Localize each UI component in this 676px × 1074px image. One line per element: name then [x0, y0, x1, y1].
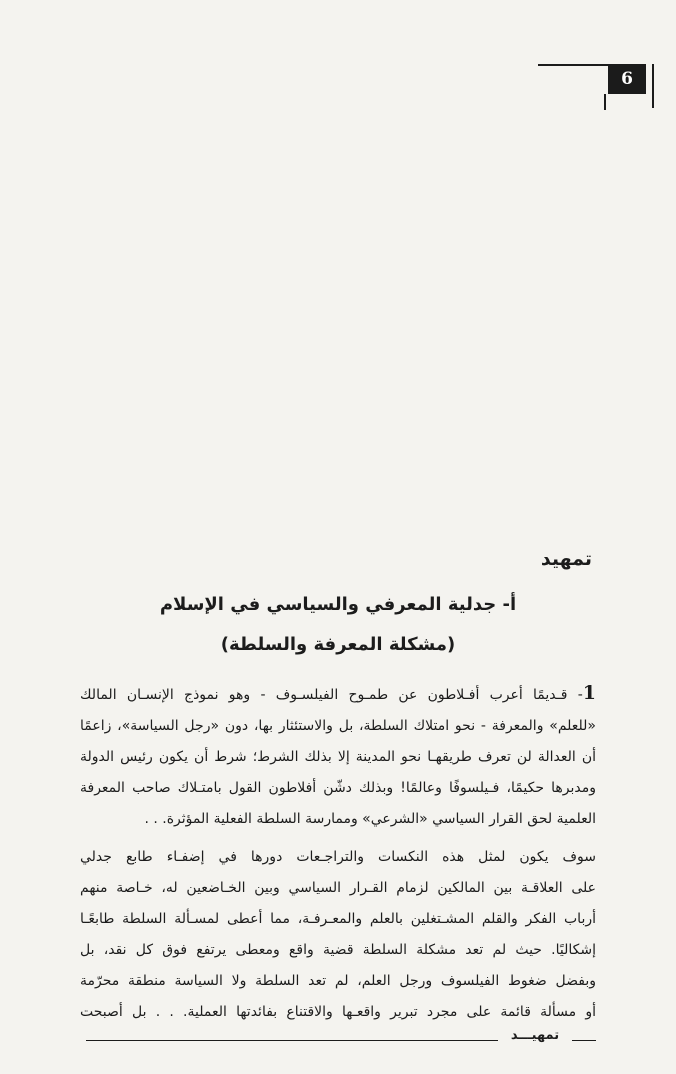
- footer-rule-left: [86, 1040, 498, 1041]
- paragraph-line: «للعلم» والمعرفة - نحو امتلاك السلطة، بل والاستئثار بها، دون «رجل السياسة»، زاعمًا: [80, 718, 596, 734]
- footer-rule-right: [572, 1040, 596, 1041]
- paragraph-line: العلمية لحق القرار السياسي «الشرعي» وممارسة السلطة الفعلية المؤثرة. . .: [144, 811, 596, 827]
- paragraph-1: [80, 678, 596, 835]
- paragraph-line: إشكاليًا. حيث لم تعد مشكلة السلطة قضية واقع ومعطى يرتفع فوق كل نقد، بل: [80, 942, 596, 958]
- section-heading: تمهيد: [540, 548, 592, 570]
- paragraph-line: ومدبرها حكيمًا، فـيلسوفًا وعالمًا! وبذلك دشّن أفلاطون القول بامتـلاك صاحب المعرفة: [80, 780, 596, 796]
- paragraph-line: أو مسألة قائمة على مجرد تبرير واقعـها والاقتناع بفائدتها العملية. . . بل أصبحت: [80, 1004, 596, 1020]
- header-rule-vertical-short: [604, 94, 606, 110]
- paragraph-line: على العلاقـة بين المالكين لزمام القـرار السياسي وبين الخـاضعين له، خـاصة منهم: [80, 880, 596, 896]
- paragraph-line: أرباب الفكر والقلم المشـتغلين بالعلم والمعـرفـة، مما أعطى لمسـألة السلطة طابعًـا: [80, 911, 596, 927]
- paragraph-line-text: - قـديمًا أعرب أفـلاطون عن طمـوح الفيلسـوف - وهو نموذج الإنسـان المالك: [80, 687, 583, 703]
- page-number: 6: [608, 64, 646, 94]
- footer-running-title: تمهيـــد: [510, 1028, 560, 1043]
- paragraph-2: [80, 842, 596, 1028]
- chapter-subtitle: (مشكلة المعرفة والسلطة): [220, 634, 456, 655]
- chapter-title: أ- جدلية المعرفي والسياسي في الإسلام: [159, 594, 517, 615]
- header-rule-horizontal: [538, 64, 608, 66]
- paragraph-line: [80, 678, 596, 711]
- paragraph-line: وبفضل ضغوط الفيلسوف ورجل العلم، لم تعد السلطة ولا السياسة منطقة محرّمة: [80, 973, 596, 989]
- header-rule-vertical: [652, 64, 654, 108]
- paragraph-line: سوف يكون لمثل هذه النكسات والتراجـعات دورها في إضفـاء طابع جدلي: [80, 849, 596, 865]
- paragraph-number: 1: [582, 682, 596, 704]
- paragraph-line: أن العدالة لن تعرف طريقهـا نحو المدينة إلا بذلك الشرط؛ شرط أن يكون رئيس الدولة: [80, 749, 596, 765]
